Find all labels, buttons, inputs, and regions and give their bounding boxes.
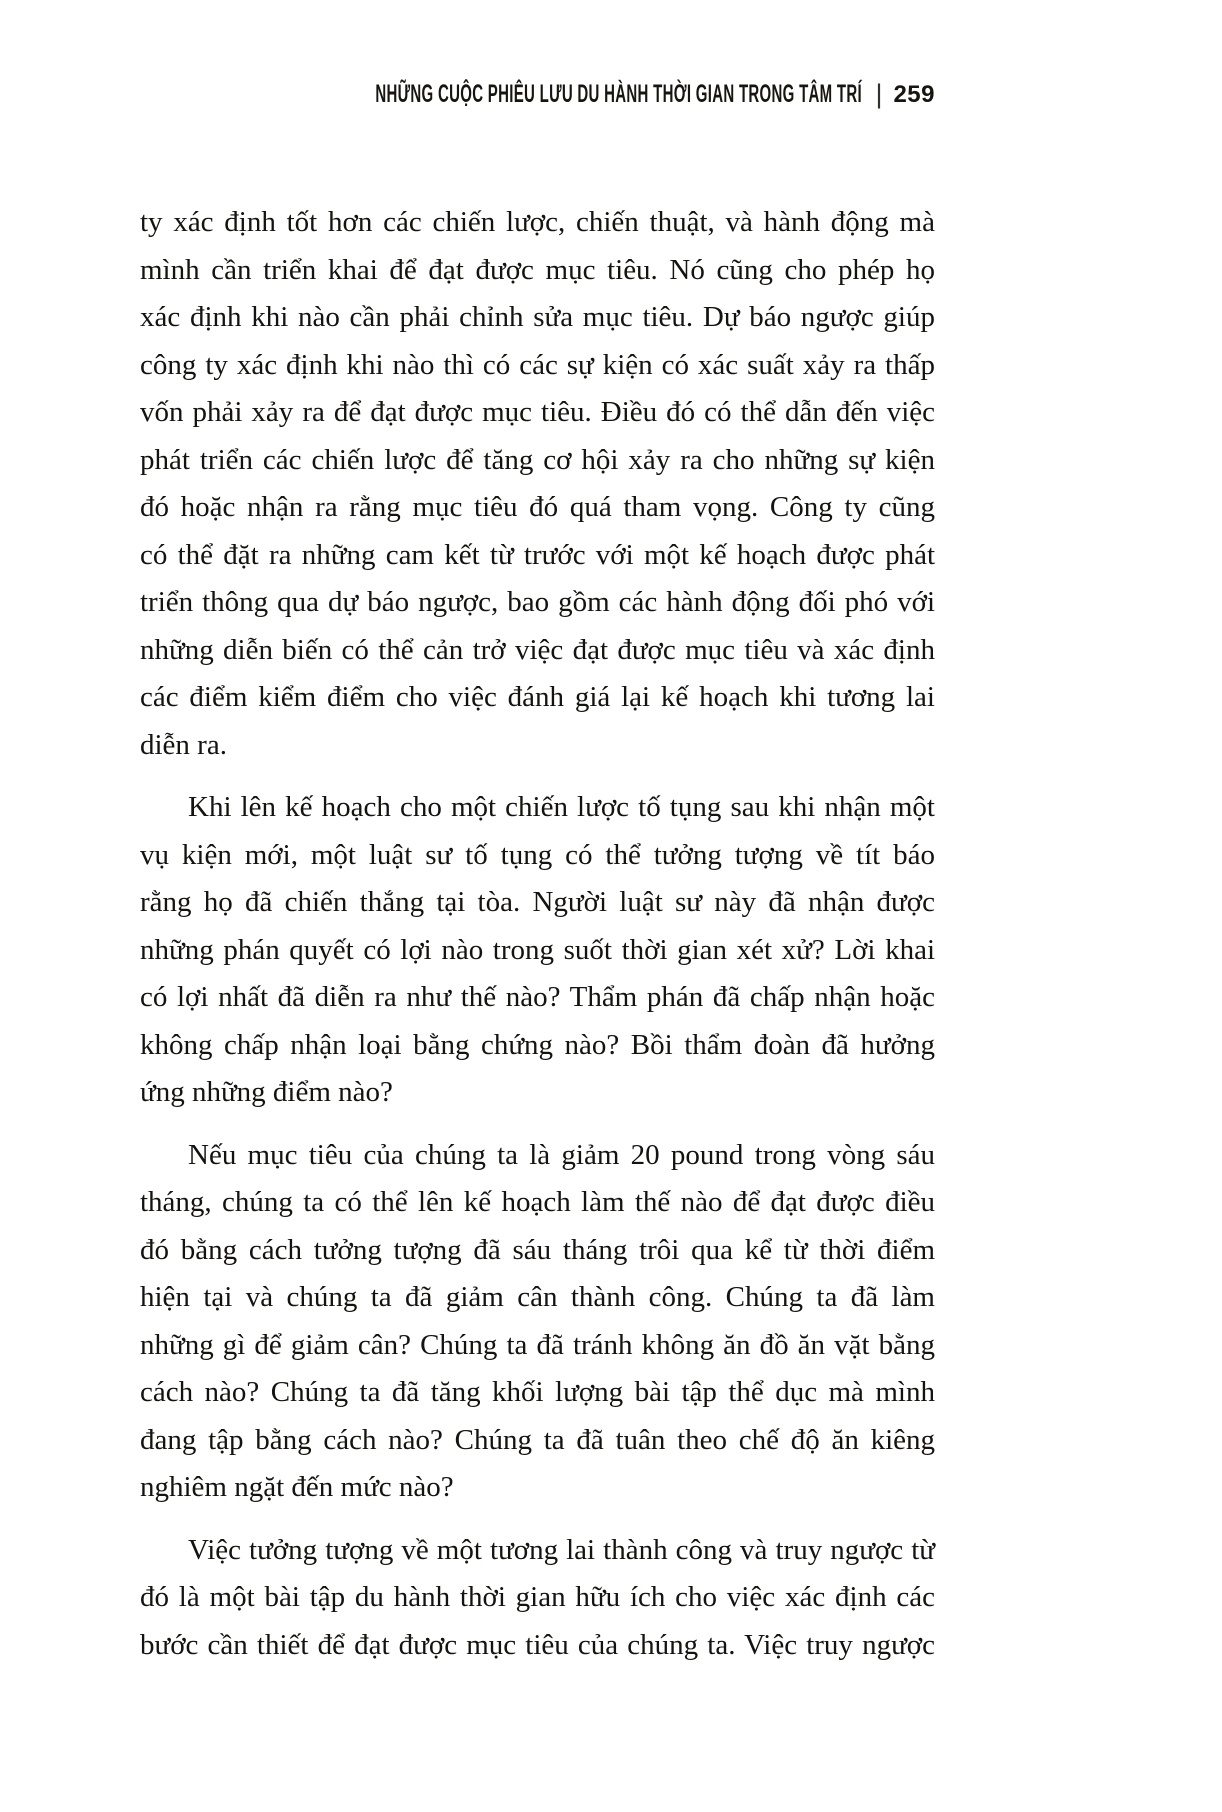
text-line: tháng, chúng ta có thể lên kế hoạch làm thế nào để đạt được điều	[140, 1186, 935, 1218]
page-header	[140, 80, 935, 109]
paragraph	[140, 784, 935, 1117]
text-line: cách nào? Chúng ta đã tăng khối lượng bài tập thể dục mà mình	[140, 1376, 935, 1408]
text-line: xác định khi nào cần phải chỉnh sửa mục tiêu. Dự báo ngược giúp	[140, 301, 935, 333]
text-line: đang tập bằng cách nào? Chúng ta đã tuân theo chế độ ăn kiêng	[140, 1423, 935, 1456]
page-number: 259	[893, 80, 935, 108]
running-title: NHỮNG CUỘC PHIÊU LƯU DU HÀNH THỜI GIAN TRONG TÂM TRÍ	[375, 80, 863, 108]
text-line: có lợi nhất đã diễn ra như thế nào? Thẩm phán đã chấp nhận hoặc	[140, 981, 935, 1013]
text-line: rằng họ đã chiến thắng tại tòa. Người luật sư này đã nhận được	[140, 886, 935, 918]
text-line: có thể đặt ra những cam kết từ trước với một kế hoạch được phát	[140, 538, 935, 571]
paragraph	[140, 199, 935, 769]
text-line: ứng những điểm nào?	[140, 1076, 393, 1108]
text-line: đó bằng cách tưởng tượng đã sáu tháng trôi qua kể từ thời điểm	[140, 1233, 935, 1266]
text-line: các điểm kiểm điểm cho việc đánh giá lại kế hoạch khi tương lai	[140, 681, 935, 713]
text-line: bước cần thiết để đạt được mục tiêu của chúng ta. Việc truy ngược	[140, 1628, 935, 1661]
text-line: vốn phải xảy ra để đạt được mục tiêu. Điều đó có thể dẫn đến việc	[140, 396, 935, 428]
text-line: vụ kiện mới, một luật sư tố tụng có thể tưởng tượng về tít báo	[140, 838, 935, 871]
text-line: không chấp nhận loại bằng chứng nào? Bồi thẩm đoàn đã hưởng	[140, 1028, 935, 1061]
text-line: những gì để giảm cân? Chúng ta đã tránh không ăn đồ ăn vặt bằng	[140, 1328, 935, 1361]
text-column	[140, 199, 935, 1669]
text-line: công ty xác định khi nào thì có các sự kiện có xác suất xảy ra thấp	[140, 348, 935, 381]
text-line: diễn ra.	[140, 728, 227, 761]
text-line: mình cần triển khai để đạt được mục tiêu. Nó cũng cho phép họ	[140, 253, 935, 286]
text-line: đó là một bài tập du hành thời gian hữu ích cho việc xác định các	[140, 1581, 935, 1613]
text-line: Nếu mục tiêu của chúng ta là giảm 20 pound trong vòng sáu	[188, 1138, 935, 1171]
text-line: đó hoặc nhận ra rằng mục tiêu đó quá tham vọng. Công ty cũng	[140, 491, 935, 523]
text-line: những diễn biến có thể cản trở việc đạt được mục tiêu và xác định	[140, 633, 935, 666]
text-line: triển thông qua dự báo ngược, bao gồm các hành động đối phó với	[140, 586, 935, 618]
text-line: ty xác định tốt hơn các chiến lược, chiến thuật, và hành động mà	[140, 206, 935, 238]
text-line: hiện tại và chúng ta đã giảm cân thành công. Chúng ta đã làm	[140, 1281, 935, 1313]
paragraph	[140, 1132, 935, 1512]
header-divider: |	[875, 79, 883, 109]
text-line: Việc tưởng tượng về một tương lai thành công và truy ngược từ	[188, 1533, 935, 1566]
paragraph	[140, 1527, 935, 1670]
text-line: nghiêm ngặt đến mức nào?	[140, 1471, 454, 1503]
text-line: những phán quyết có lợi nào trong suốt thời gian xét xử? Lời khai	[140, 933, 935, 966]
text-line: phát triển các chiến lược để tăng cơ hội xảy ra cho những sự kiện	[140, 443, 935, 476]
text-line: Khi lên kế hoạch cho một chiến lược tố tụng sau khi nhận một	[188, 791, 935, 823]
